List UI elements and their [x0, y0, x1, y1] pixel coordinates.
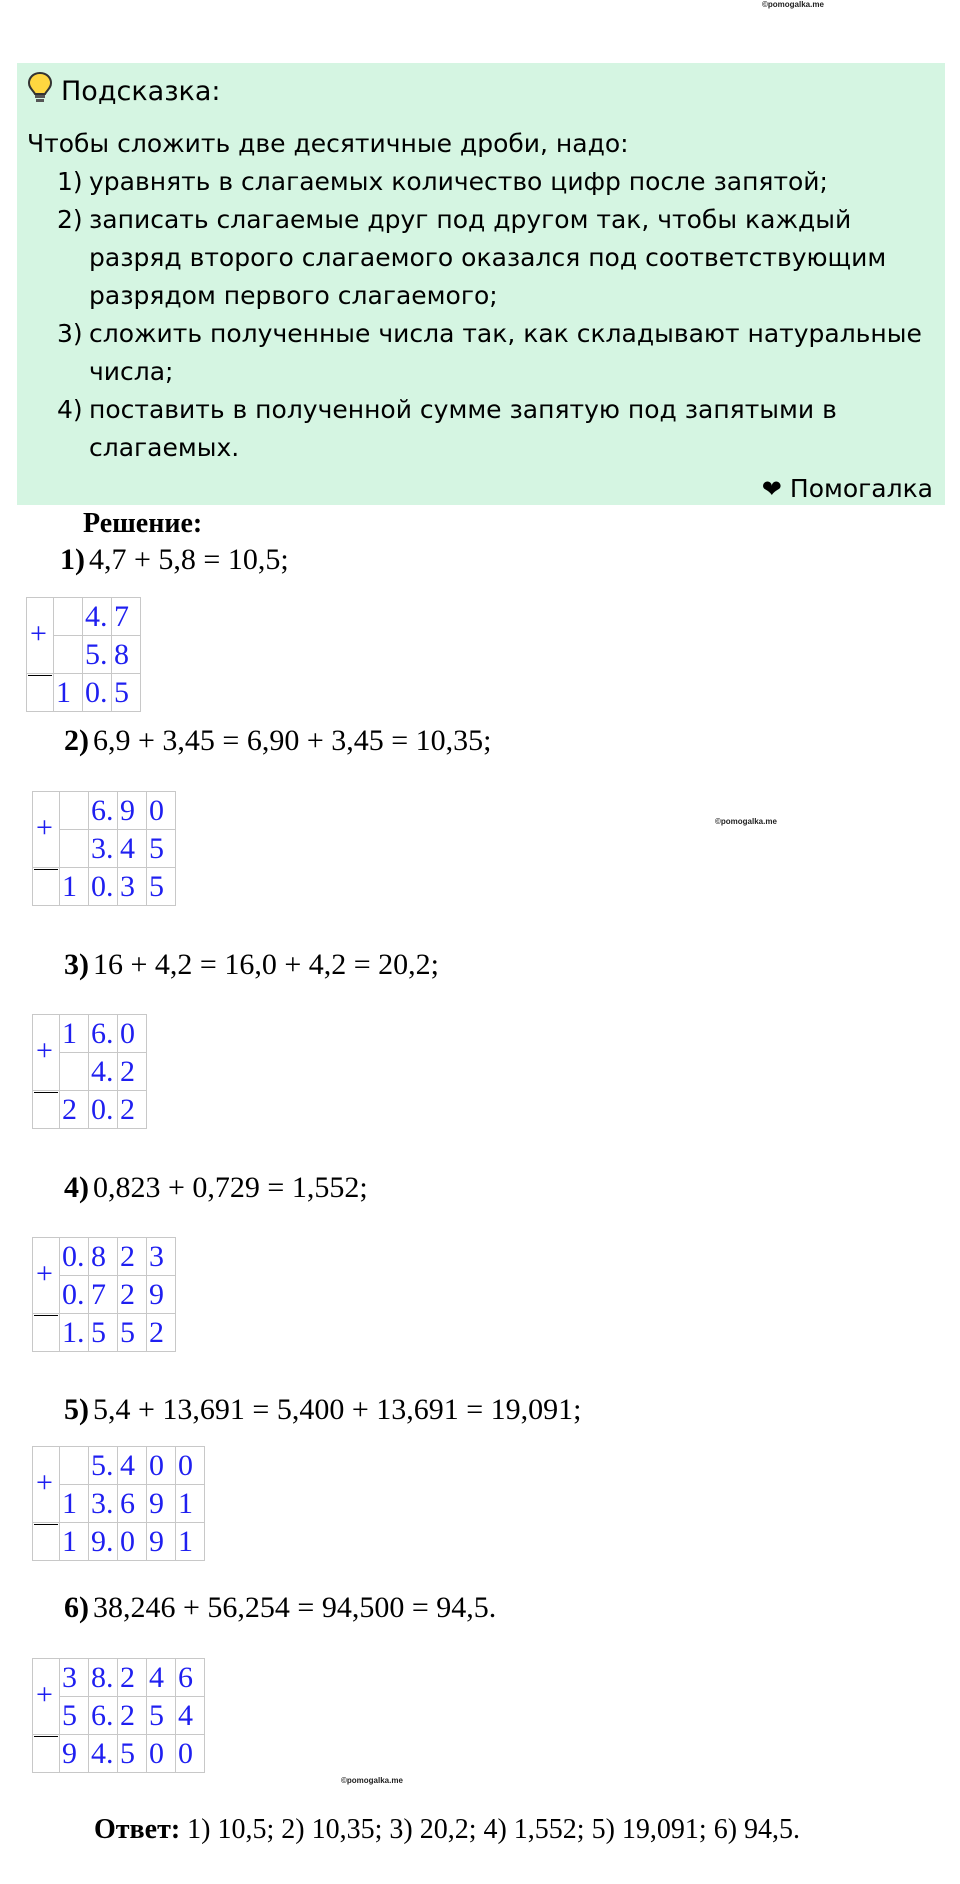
equation-number: 3): [64, 948, 89, 981]
column-addition-grid: [32, 1446, 205, 1561]
digit-cell: 9: [147, 1523, 176, 1561]
digit-cell: 5: [112, 674, 141, 712]
digit-cell: 1: [60, 1523, 89, 1561]
equation-text: 16 + 4,2 = 16,0 + 4,2 = 20,2;: [93, 948, 440, 981]
digit-cell: 4: [118, 1447, 147, 1485]
digit-cell: 2: [60, 1091, 89, 1129]
digit-cell: 2: [118, 1697, 147, 1735]
digit-cell: 4.: [89, 1053, 118, 1091]
sum-rule: [34, 1524, 58, 1525]
digit-cell: 9: [147, 1485, 176, 1523]
digit-cell: 3: [147, 1238, 176, 1276]
equation-number: 6): [64, 1591, 89, 1624]
digit-cell: 5.: [89, 1447, 118, 1485]
grid-row: [33, 1523, 205, 1561]
brand-text: Помогалка: [789, 474, 933, 503]
solution-title: Решение:: [83, 508, 203, 539]
digit-cell: 0.: [89, 1091, 118, 1129]
hint-step: 4) поставить в полученной сумме запятую под запятыми в слагаемых.: [57, 395, 837, 462]
digit-cell: 3: [60, 1659, 89, 1697]
solution-equation: [64, 1171, 368, 1205]
digit-cell: 0.: [60, 1276, 89, 1314]
answer-text: 1) 10,5; 2) 10,35; 3) 20,2; 4) 1,552; 5) 19,091; 6) 94,5.: [187, 1814, 801, 1845]
hint-body: [27, 125, 937, 467]
sign-cell: [27, 674, 54, 712]
hint-title-text: Подсказка:: [61, 76, 221, 107]
digit-cell: 3: [118, 868, 147, 906]
digit-cell: 1: [60, 1485, 89, 1523]
grid-row: [33, 868, 176, 906]
digit-cell: 2: [118, 1238, 147, 1276]
lightbulb-icon: [27, 71, 53, 112]
plus-sign: +: [36, 1257, 53, 1290]
answer: [36, 1810, 916, 1850]
hint-box: [17, 63, 945, 505]
plus-sign: +: [36, 1678, 53, 1711]
equation-text: 5,4 + 13,691 = 5,400 + 13,691 = 19,091;: [93, 1393, 582, 1426]
equation-text: 4,7 + 5,8 = 10,5;: [89, 543, 289, 576]
digit-cell: 2: [118, 1659, 147, 1697]
digit-cell: 6.: [89, 1015, 118, 1053]
digit-cell: 1: [60, 1015, 89, 1053]
digit-cell: 0: [118, 1015, 147, 1053]
heart-icon: ❤: [761, 474, 782, 503]
digit-cell: 8: [112, 636, 141, 674]
digit-cell: 0.: [60, 1238, 89, 1276]
solution-equation: [64, 1393, 582, 1427]
sign-cell: [33, 1091, 60, 1129]
digit-cell: 4: [176, 1697, 205, 1735]
grid-row: [33, 1697, 205, 1735]
hint-title: [27, 71, 221, 112]
solution-equation: [64, 948, 439, 982]
brand: [762, 474, 933, 503]
plus-sign: +: [36, 1466, 53, 1499]
digit-cell: [54, 636, 83, 674]
digit-cell: 5: [89, 1314, 118, 1352]
digit-cell: 7: [112, 598, 141, 636]
grid-row: [33, 1659, 205, 1697]
digit-cell: 6.: [89, 792, 118, 830]
digit-cell: 7: [89, 1276, 118, 1314]
sum-rule: [28, 675, 52, 676]
digit-cell: 9: [118, 792, 147, 830]
equation-text: 38,246 + 56,254 = 94,500 = 94,5.: [93, 1591, 497, 1624]
plus-sign: +: [36, 811, 53, 844]
digit-cell: [60, 792, 89, 830]
digit-cell: 4.: [89, 1735, 118, 1773]
digit-cell: 3.: [89, 830, 118, 868]
digit-cell: 0.: [89, 868, 118, 906]
sign-cell: [33, 868, 60, 906]
column-addition-grid: [32, 791, 176, 906]
answer-label: Ответ:: [94, 1814, 181, 1845]
plus-sign: +: [36, 1034, 53, 1067]
digit-cell: 0: [147, 792, 176, 830]
equation-number: 4): [64, 1171, 89, 1204]
digit-cell: 8: [89, 1238, 118, 1276]
digit-cell: 5: [118, 1735, 147, 1773]
digit-cell: 3.: [89, 1485, 118, 1523]
hint-step: 2) записать слагаемые друг под другом так, чтобы каждый разряд второго слагаемого оказался под соответствующим разрядом первого слагаемого;: [57, 205, 887, 310]
solution-equation: [64, 724, 492, 758]
digit-cell: 6: [118, 1485, 147, 1523]
digit-cell: 4.: [83, 598, 112, 636]
equation-number: 2): [64, 724, 89, 757]
grid-row: [33, 1091, 147, 1129]
watermark-bottom: ©pomogalka.me: [341, 1776, 403, 1785]
digit-cell: 2: [118, 1276, 147, 1314]
digit-cell: 9.: [89, 1523, 118, 1561]
column-addition-grid: [32, 1237, 176, 1352]
digit-cell: 6: [176, 1659, 205, 1697]
equation-text: 0,823 + 0,729 = 1,552;: [93, 1171, 368, 1204]
grid-row: [27, 674, 141, 712]
digit-cell: 4: [147, 1659, 176, 1697]
watermark-top: ©pomogalka.me: [762, 0, 824, 9]
digit-cell: 5: [118, 1314, 147, 1352]
column-addition-grid: [26, 597, 141, 712]
equation-number: 5): [64, 1393, 89, 1426]
digit-cell: 0: [147, 1735, 176, 1773]
digit-cell: 5: [147, 1697, 176, 1735]
grid-row: [33, 1238, 176, 1276]
solution-equation: [60, 543, 289, 577]
digit-cell: 6.: [89, 1697, 118, 1735]
sign-cell: [33, 1523, 60, 1561]
watermark-middle: ©pomogalka.me: [715, 817, 777, 826]
digit-cell: 4: [118, 830, 147, 868]
digit-cell: 1: [176, 1485, 205, 1523]
grid-row: [33, 1314, 176, 1352]
hint-step: 3) сложить полученные числа так, как складывают натуральные числа;: [57, 319, 922, 386]
digit-cell: 5.: [83, 636, 112, 674]
grid-row: [33, 830, 176, 868]
sum-rule: [34, 1315, 58, 1316]
digit-cell: 0: [176, 1735, 205, 1773]
digit-cell: [60, 1053, 89, 1091]
digit-cell: [54, 598, 83, 636]
digit-cell: [60, 1447, 89, 1485]
sign-cell: [33, 1314, 60, 1352]
sum-rule: [34, 869, 58, 870]
digit-cell: 0: [176, 1447, 205, 1485]
grid-row: [33, 1276, 176, 1314]
hint-intro: Чтобы сложить две десятичные дроби, надо:: [27, 129, 629, 158]
digit-cell: 5: [60, 1697, 89, 1735]
equation-number: 1): [60, 543, 85, 576]
sum-rule: [34, 1092, 58, 1093]
sum-rule: [34, 1736, 58, 1737]
digit-cell: 1: [60, 868, 89, 906]
grid-row: [33, 1485, 205, 1523]
digit-cell: 2: [118, 1091, 147, 1129]
digit-cell: [60, 830, 89, 868]
hint-step: 1) уравнять в слагаемых количество цифр после запятой;: [57, 167, 828, 196]
digit-cell: 5: [147, 868, 176, 906]
grid-row: [33, 792, 176, 830]
digit-cell: 9: [60, 1735, 89, 1773]
digit-cell: 5: [147, 830, 176, 868]
solution-equation: [64, 1591, 496, 1625]
column-addition-grid: [32, 1014, 147, 1129]
digit-cell: 2: [118, 1053, 147, 1091]
grid-row: [33, 1735, 205, 1773]
digit-cell: 1: [54, 674, 83, 712]
digit-cell: 2: [147, 1314, 176, 1352]
digit-cell: 9: [147, 1276, 176, 1314]
digit-cell: 0: [118, 1523, 147, 1561]
digit-cell: 1: [176, 1523, 205, 1561]
plus-sign: +: [30, 617, 47, 650]
hint-steps: [27, 163, 937, 467]
digit-cell: 0: [147, 1447, 176, 1485]
digit-cell: 8.: [89, 1659, 118, 1697]
column-addition-grid: [32, 1658, 205, 1773]
digit-cell: 0.: [83, 674, 112, 712]
digit-cell: 1.: [60, 1314, 89, 1352]
equation-text: 6,9 + 3,45 = 6,90 + 3,45 = 10,35;: [93, 724, 492, 757]
sign-cell: [33, 1735, 60, 1773]
grid-row: [33, 1447, 205, 1485]
